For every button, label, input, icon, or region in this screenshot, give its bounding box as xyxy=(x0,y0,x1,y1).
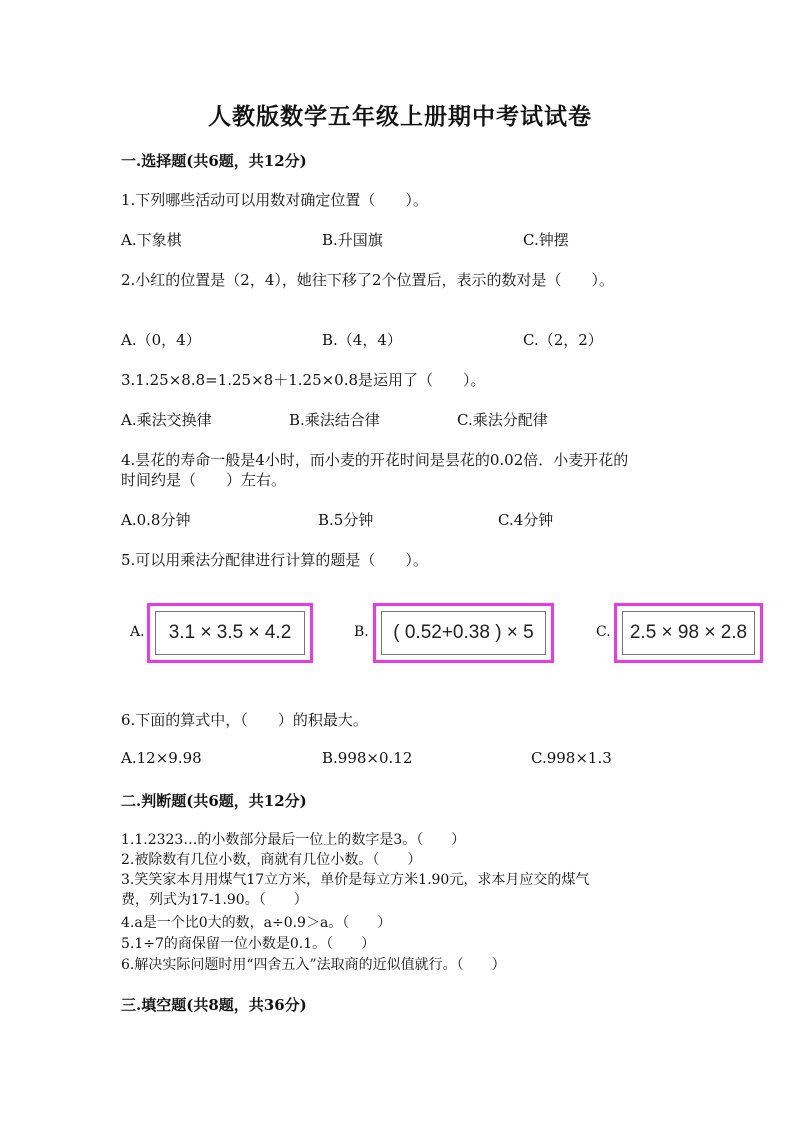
question-6-option-a: A.12×9.98 xyxy=(121,749,202,767)
question-5-option-b-expression: ( 0.52+0.38 ) × 5 xyxy=(381,611,546,655)
judgement-item-3-line-2: 费，列式为17-1.90。（ ） xyxy=(121,892,308,908)
question-5-option-c-box xyxy=(614,603,763,663)
question-2-stem: 2.小红的位置是（2，4），她往下移了2个位置后，表示的数对是（ ）。 xyxy=(121,271,614,289)
question-1-stem: 1.下列哪些活动可以用数对确定位置（ ）。 xyxy=(121,191,428,209)
judgement-item-6: 6.解决实际问题时用“四舍五入”法取商的近似值就行。（ ） xyxy=(121,957,506,973)
question-5-option-a-label: A. xyxy=(130,624,145,640)
section-heading-choice: 一.选择题(共6题，共12分) xyxy=(121,152,307,170)
question-6-stem: 6.下面的算式中，（ ）的积最大。 xyxy=(121,711,368,729)
question-3-stem: 3.1.25×8.8=1.25×8＋1.25×0.8是运用了（ ）。 xyxy=(121,371,486,389)
question-3-option-a: A.乘法交换律 xyxy=(121,411,212,429)
question-5-stem: 5.可以用乘法分配律进行计算的题是（ ）。 xyxy=(121,551,428,569)
question-5-option-a-box xyxy=(147,603,313,663)
question-2-option-c: C.（2，2） xyxy=(523,331,603,349)
question-3-option-b: B.乘法结合律 xyxy=(289,411,380,429)
question-5-option-b-label: B. xyxy=(354,624,369,640)
question-6-option-b: B.998×0.12 xyxy=(322,749,413,767)
question-5-option-c-expression: 2.5 × 98 × 2.8 xyxy=(622,611,755,655)
question-5-option-b-box xyxy=(373,603,554,663)
page-title: 人教版数学五年级上册期中考试试卷 xyxy=(208,103,592,130)
question-4-option-c: C.4分钟 xyxy=(498,511,554,529)
question-4-option-b: B.5分钟 xyxy=(318,511,374,529)
judgement-item-5: 5.1÷7的商保留一位小数是0.1。（ ） xyxy=(121,936,376,952)
section-heading-judgement: 二.判断题(共6题，共12分) xyxy=(121,792,307,810)
question-2-option-a: A.（0，4） xyxy=(121,331,201,349)
question-3-option-c: C.乘法分配律 xyxy=(457,411,548,429)
question-5-option-a-expression: 3.1 × 3.5 × 4.2 xyxy=(155,611,305,655)
question-1-option-a: A.下象棋 xyxy=(121,231,182,249)
section-heading-fill-in: 三.填空题(共8题，共36分) xyxy=(121,996,307,1014)
question-1-option-c: C.钟摆 xyxy=(523,231,569,249)
question-4-stem-line-1: 4.昙花的寿命一般是4小时，而小麦的开花时间是昙花的0.02倍．小麦开花的 xyxy=(121,451,629,469)
question-2-option-b: B.（4，4） xyxy=(322,331,402,349)
judgement-item-1: 1.1.2323…的小数部分最后一位上的数字是3。（ ） xyxy=(121,832,466,848)
question-1-option-b: B.升国旗 xyxy=(322,231,383,249)
question-5-option-c-label: C. xyxy=(596,624,611,640)
question-4-option-a: A.0.8分钟 xyxy=(121,511,191,529)
judgement-item-2: 2.被除数有几位小数，商就有几位小数。（ ） xyxy=(121,852,422,868)
question-4-stem-line-2: 时间约是（ ）左右。 xyxy=(121,471,287,489)
question-6-option-c: C.998×1.3 xyxy=(531,749,612,767)
judgement-item-4: 4.a是一个比0大的数，a÷0.9＞a。（ ） xyxy=(121,915,392,931)
judgement-item-3-line-1: 3.笑笑家本月用煤气17立方米，单价是每立方米1.90元，求本月应交的煤气 xyxy=(121,872,590,888)
